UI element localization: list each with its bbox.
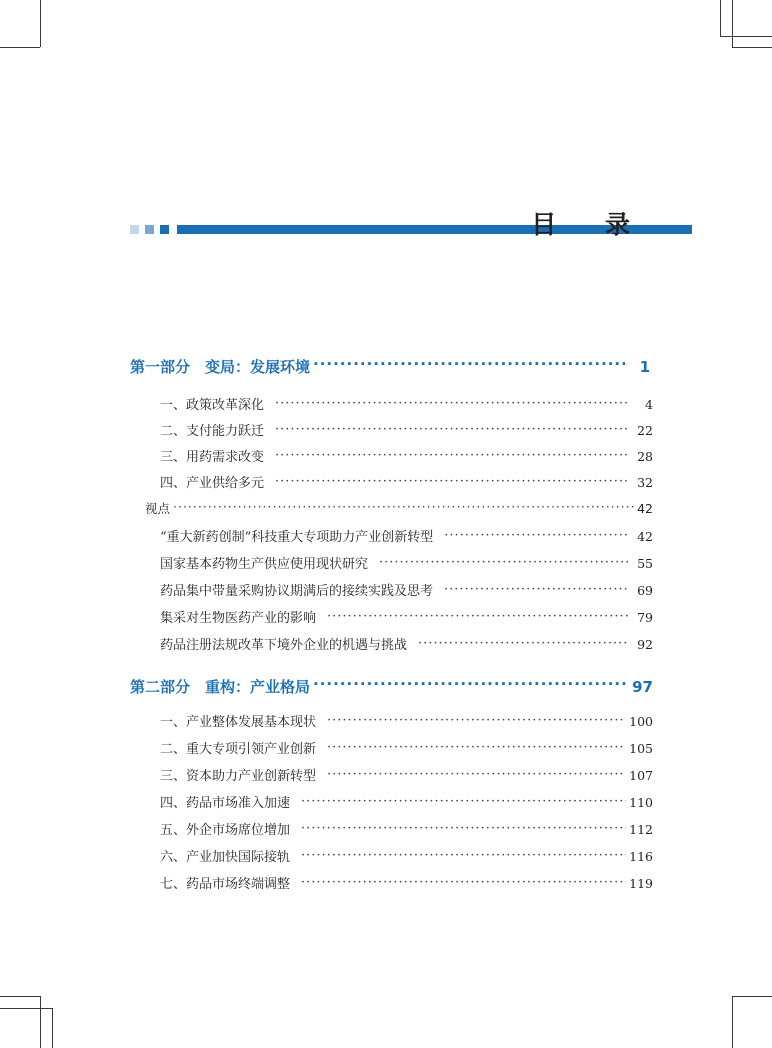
leader-dots [327,767,626,782]
entry-title: 四、产业供给多元 [160,476,265,491]
toc-entry[interactable] [160,873,653,892]
entry-title: 七、药品市场终端调整 [160,877,291,892]
page-number: 79 [637,610,653,625]
toc-entry[interactable] [160,792,653,811]
viewpoint-title: 视点 [145,501,171,516]
toc-part-1[interactable] [130,356,650,377]
page-number: 32 [637,475,653,490]
toc-entry[interactable] [160,526,653,545]
toc-entry[interactable] [160,553,653,572]
page-number: 55 [637,556,653,571]
entry-title: 二、支付能力跃迁 [160,424,265,439]
page-number: 100 [629,714,653,729]
leader-dots [327,713,626,728]
page-number: 22 [637,423,653,438]
toc-entry[interactable] [160,634,653,653]
entry-title: 国家基本药物生产供应使用现状研究 [160,557,369,572]
page-number: 112 [629,822,653,837]
toc-viewpoint[interactable] [145,499,653,517]
leader-dots [444,528,628,543]
toc-entry[interactable] [160,607,653,626]
toc-part-2[interactable] [130,676,653,697]
leader-dots [301,821,626,836]
entry-title: 药品注册法规改革下境外企业的机遇与挑战 [160,638,408,653]
leader-dots [173,499,634,514]
entry-title: 二、重大专项引领产业创新 [160,742,317,757]
leader-dots [313,355,625,373]
toc-entry[interactable] [160,711,653,730]
leader-dots [327,740,626,755]
toc-entry[interactable] [160,819,653,838]
leader-dots [301,794,626,809]
toc-entry[interactable] [160,472,653,491]
page-number: 42 [637,501,653,516]
part-title: 第二部分 重构：产业格局 [130,678,311,696]
toc-entry[interactable] [160,846,653,865]
entry-title: 五、外企市场席位增加 [160,823,291,838]
toc-entry[interactable] [160,765,653,784]
part-title: 第一部分 变局：发展环境 [130,358,311,376]
leader-dots [418,636,628,651]
leader-dots [301,848,626,863]
page-number: 97 [632,678,653,696]
entry-title: 集采对生物医药产业的影响 [160,611,317,626]
entry-title: “重大新药创制”科技重大专项助力产业创新转型 [160,530,434,545]
entry-title: 六、产业加快国际接轨 [160,850,291,865]
entry-title: 一、产业整体发展基本现状 [160,715,317,730]
page-number: 69 [637,583,653,598]
leader-dots [379,555,628,570]
leader-dots [301,875,626,890]
leader-dots [444,582,628,597]
entry-title: 四、药品市场准入加速 [160,796,291,811]
page-number: 28 [637,449,653,464]
leader-dots [275,422,628,437]
toc-entry[interactable] [160,446,653,465]
entry-title: 一、政策改革深化 [160,398,265,413]
leader-dots [313,675,628,693]
page-number: 110 [629,795,653,810]
page-number: 107 [629,768,653,783]
page-number: 119 [629,876,653,891]
leader-dots [327,609,628,624]
page-number: 116 [629,849,653,864]
leader-dots [275,448,628,463]
toc-entry[interactable] [160,580,653,599]
page-title: 目 录 [531,210,650,239]
entry-title: 三、用药需求改变 [160,450,265,465]
toc-entry[interactable] [160,738,653,757]
entry-title: 药品集中带量采购协议期满后的接续实践及思考 [160,584,434,599]
page-number: 105 [629,741,653,756]
leader-dots [275,396,628,411]
toc-entry[interactable] [160,420,653,439]
leader-dots [275,474,628,489]
toc-entry[interactable] [160,394,653,413]
page-number: 4 [645,397,653,412]
entry-title: 三、资本助力产业创新转型 [160,769,317,784]
page-number: 1 [639,358,650,376]
page-number: 92 [637,637,653,652]
page-number: 42 [637,529,653,544]
